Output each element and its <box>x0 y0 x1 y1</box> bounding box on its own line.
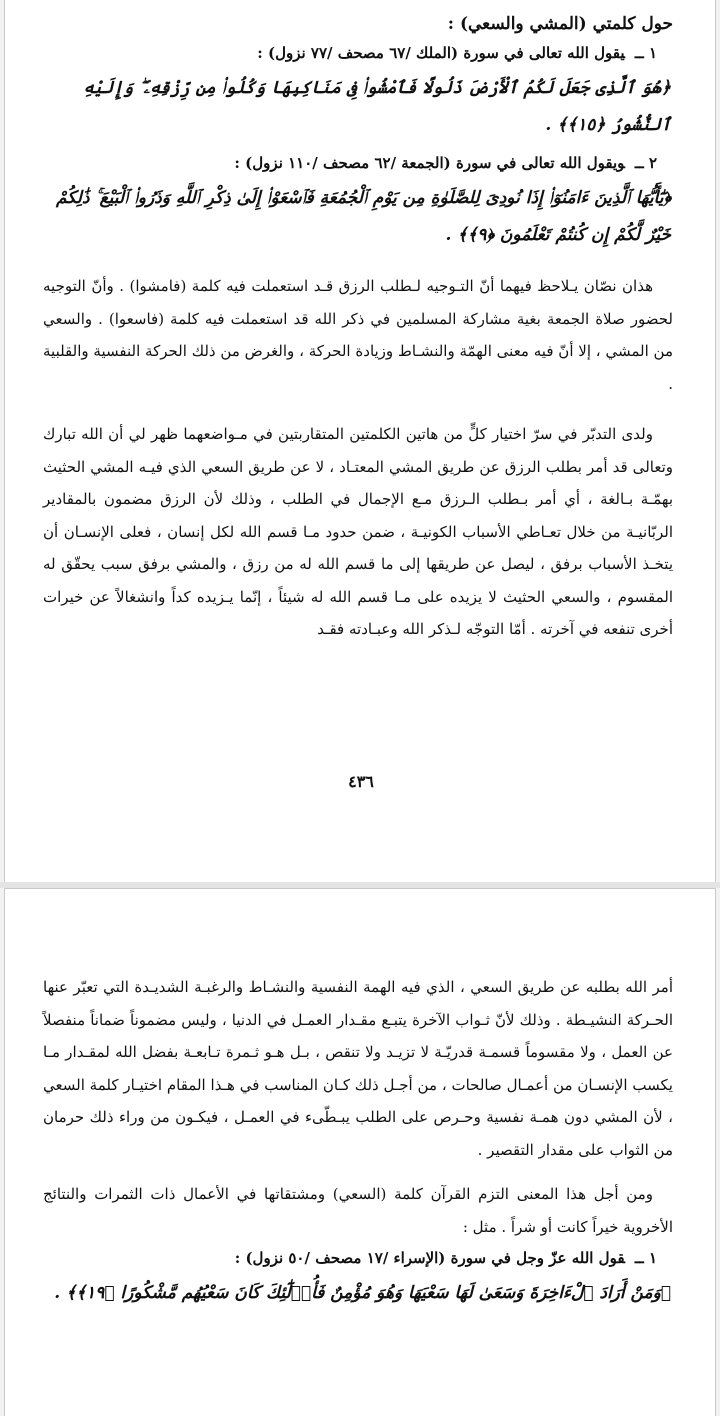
reference-text: ويقول الله تعالى في سورة (الجمعة /٦٢ مصحف /١١٠ نزول) : <box>234 154 625 172</box>
paragraph-4: ومن أجل هذا المعنى التزم القرآن كلمة (السعي) ومشتقاتها في الأعمال ذات الثمرات والنتائج الأخروية خيراً كانت أو شراً . مثل : <box>43 1185 673 1236</box>
paragraph-2: ولدى التدبّر في سرّ اختيار كلٍّ من هاتين الكلمتين المتقاربتين في مـواضعهما ظهر لي أن الله تبارك وتعالى قد أمر بطلب الرزق عن طريق المشي المعتـاد ، لا عن طريق السعي الذي فيـه المشي الحثيث بهمّـة بـالغة ، أي أمر بـطلب الـرزق مـع الإجمال في الطلب ، وذلك لأن الرزق مضمون بالمقادير الربّانيـة من خلال تعـاطي الأسباب الكونيـة ، ضمن حدود مـا قسم الله لكل إنسان ، فعلى الإنسـان أن يتخـذ الأسباب برفق ، ليصل عن طريقها إلى ما قسم الله له من رزق ، والمشي برفق سبب يحقّق له المقسوم ، والسعي الحثيث لا يزيده على مـا قسم الله له شيئاً ، إنّما يـزيده كداً وانشغالاً عن خيرات أخرى تنفعه في آخرته . أمّا التوجّه لـذكر الله وعبـادته فقـد <box>43 425 673 638</box>
page-1-content <box>43 10 673 646</box>
quran-verse-1: ﴿هُوَ ٱلَّذِى جَعَلَ لَكُمُ ٱلْأَرْضَ ذَلُولًا فَٱمْشُوا۟ فِى مَنَاكِبِهَا وَكُلُوا۟ مِن رِّزْقِهِۦ ۖ وَإِلَيْهِ ٱلنُّشُورُ ﴿١٥﴾﴾ . <box>83 78 671 135</box>
quran-verse-3: ﴿وَمَنْ أَرَادَ ٱلْءَاخِرَةَ وَسَعَىٰ لَهَا سَعْيَهَا وَهُوَ مُؤْمِنٌ فَأُو۟لَٰٓئِكَ كَانَ سَعْيُهُم مَّشْكُورًا ﴿١٩﴾﴾ . <box>54 1283 671 1303</box>
page-number: ٤٣٦ <box>348 772 374 791</box>
reference-text: يقول الله تعالى في سورة (الملك /٦٧ مصحف /٧٧ نزول) : <box>257 44 625 62</box>
reference-text: قول الله عزّ وجل في سورة (الإسراء /١٧ مصحف /٥٠ نزول) : <box>234 1249 625 1267</box>
page-2-content <box>43 971 673 1316</box>
reference-number: ٢ ــ <box>634 154 657 172</box>
verse-reference-3 <box>43 1243 673 1273</box>
quran-verse-2: ﴿يَٰٓأَيُّهَا ٱلَّذِينَ ءَامَنُوٓا۟ إِذَا نُودِىَ لِلصَّلَوٰةِ مِن يَوْمِ ٱلْجُمُعَةِ فَٱسْعَوْا۟ إِلَىٰ ذِكْرِ ٱللَّهِ وَذَرُوا۟ ٱلْبَيْعَ ۚ ذَٰلِكُمْ خَيْرٌ لَّكُمْ إِن كُنتُمْ تَعْلَمُونَ ﴿٩﴾﴾ . <box>55 188 671 245</box>
document-page-1 <box>4 0 716 882</box>
verse-reference-1 <box>43 38 673 68</box>
section-heading: حول كلمتي (المشي والسعي) : <box>447 14 673 34</box>
paragraph-3: أمر الله بطلبه عن طريق السعي ، الذي فيه الهمة النفسية والنشـاط والرغبـة الشديـدة التي تعبّر عنها الحـركة النشيـطة . وذلك لأنّ ثـواب الآخرة يتبـع مقـدار العمـل في الدنيا ، وليس مضموناً ضماناً منفصلاً عن العمل ، ولا مقسوماً قسمـة قدريّـة لا تزيـد ولا تنقص ، بـل هـو ثـمرة تـابعـة بفضل الله لمقـدار مـا يكسب الإنسـان من أعمـال صالحات ، من أجـل ذلك كـان المناسب في هـذا المقام اختيـار كلمة السعي ، لأن المشي دون همـة نفسية وحـرص على الطلب يبـطّىء في العمـل ، فيكـون من وراء ذلك حرمان من الثواب على مقدار التقصير . <box>43 978 673 1159</box>
reference-number: ١ ــ <box>634 44 657 62</box>
document-page-2 <box>4 888 716 1416</box>
verse-reference-2 <box>43 148 673 178</box>
paragraph-1: هذان نصّان يـلاحظ فيهما أنّ التـوجيه لـطلب الرزق قـد استعملت فيه كلمة (فامشوا) . وأنّ التوجيه لحضور صلاة الجمعة بغية مشاركة المسلمين في ذكر الله قد استعملت فيه كلمة (فاسعوا) . والسعي من المشي ، إلا أنّ فيه معنى الهمّة والنشـاط وزيادة الحركة ، والغرض من ذلك الحركة النفسية والقلبية . <box>43 277 673 393</box>
reference-number: ١ ــ <box>634 1249 657 1267</box>
